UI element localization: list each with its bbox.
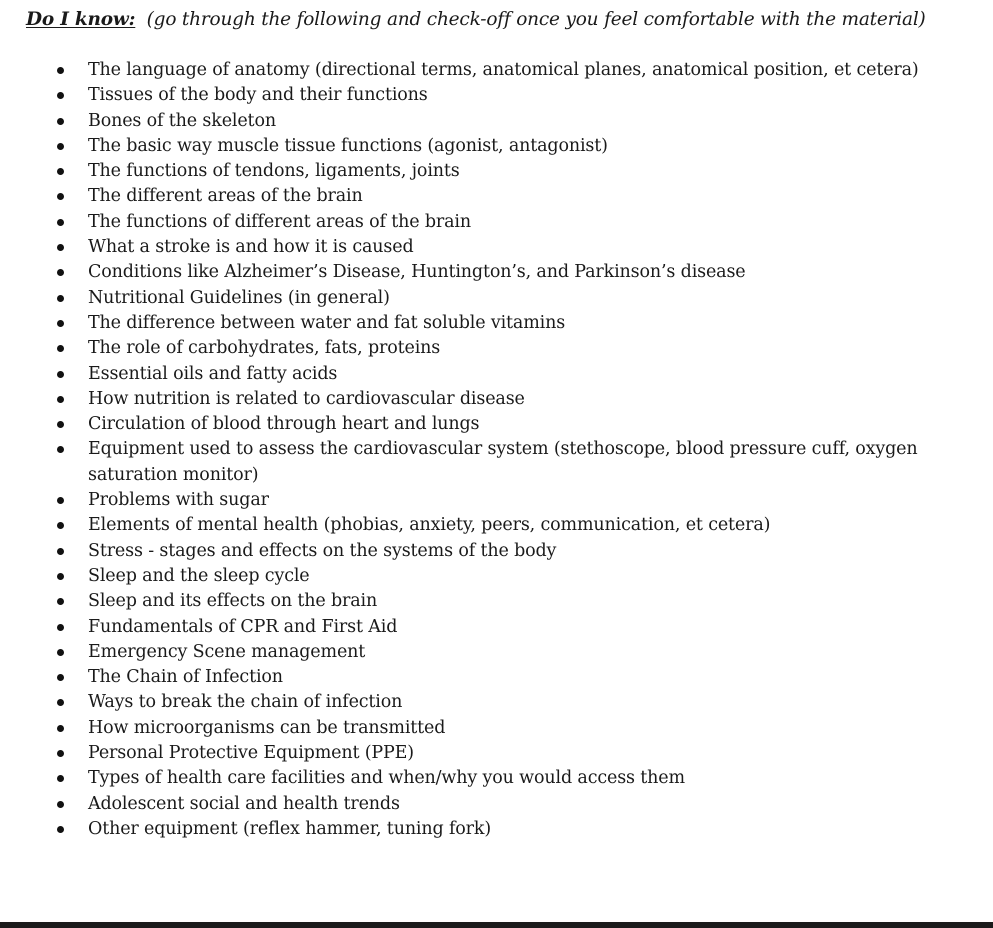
topic-checklist — [0, 58, 993, 842]
bullet-icon — [57, 168, 64, 175]
checklist-item — [0, 159, 920, 184]
bullet-icon — [57, 522, 64, 529]
checklist-item-text: Ways to break the chain of infection — [88, 692, 403, 713]
checklist-item-text: What a stroke is and how it is caused — [88, 237, 414, 258]
checklist-item-text: Problems with sugar — [88, 490, 269, 511]
checklist-item-text: Essential oils and fatty acids — [88, 363, 338, 384]
checklist-item-text: Adolescent social and health trends — [88, 793, 400, 814]
checklist-item-text: The language of anatomy (directional terms, anatomical planes, anatomical position, et cetera) — [88, 60, 919, 80]
bullet-icon — [57, 143, 64, 150]
checklist-item-text: Equipment used to assess the cardiovascular system (stethoscope, blood pressure cuff, oxygen saturation monitor) — [88, 439, 918, 485]
bullet-icon — [57, 573, 64, 580]
checklist-item-text: The functions of tendons, ligaments, joints — [88, 161, 460, 182]
checklist-item-text: Stress - stages and effects on the systems of the body — [88, 540, 557, 561]
checklist-item-text: Conditions like Alzheimer’s Disease, Huntington’s, and Parkinson’s disease — [88, 262, 746, 283]
checklist-item — [0, 690, 920, 715]
checklist-item — [0, 716, 920, 741]
bullet-icon — [57, 67, 64, 74]
checklist-item — [0, 817, 920, 842]
page-bottom-border — [0, 922, 993, 928]
checklist-item-text: Other equipment (reflex hammer, tuning fork) — [88, 818, 492, 839]
checklist-item — [0, 58, 920, 83]
checklist-item-text: Tissues of the body and their functions — [88, 85, 428, 106]
checklist-item — [0, 286, 920, 311]
checklist-item — [0, 437, 920, 488]
checklist-item-text: How microorganisms can be transmitted — [88, 717, 446, 738]
checklist-item-text: The different areas of the brain — [88, 186, 363, 207]
checklist-item — [0, 564, 920, 589]
checklist-item — [0, 184, 920, 209]
bullet-icon — [57, 421, 64, 428]
checklist-item-text: Nutritional Guidelines (in general) — [88, 287, 390, 308]
checklist-item-text: Personal Protective Equipment (PPE) — [88, 743, 414, 764]
checklist-item-text: The role of carbohydrates, fats, proteins — [88, 338, 441, 359]
checklist-item — [0, 362, 920, 387]
bullet-icon — [57, 674, 64, 681]
checklist-item — [0, 109, 920, 134]
heading-lead: Do I know: — [26, 9, 136, 30]
checklist-item — [0, 134, 920, 159]
checklist-item-text: Types of health care facilities and when/why you would access them — [88, 768, 685, 789]
bullet-icon — [57, 320, 64, 327]
checklist-item-text: The basic way muscle tissue functions (agonist, antagonist) — [88, 135, 608, 156]
bullet-icon — [57, 624, 64, 631]
checklist-item — [0, 792, 920, 817]
bullet-icon — [57, 396, 64, 403]
checklist-item-text: The functions of different areas of the brain — [88, 211, 471, 232]
checklist-item — [0, 336, 920, 361]
checklist-item — [0, 589, 920, 614]
bullet-icon — [57, 193, 64, 200]
checklist-item — [0, 83, 920, 108]
bullet-icon — [57, 92, 64, 99]
bullet-icon — [57, 371, 64, 378]
checklist-item-text: Sleep and the sleep cycle — [88, 565, 310, 586]
checklist-item — [0, 640, 920, 665]
checklist-item-text: The difference between water and fat soluble vitamins — [88, 312, 566, 333]
bullet-icon — [57, 497, 64, 504]
bullet-icon — [57, 548, 64, 555]
checklist-item-text: Circulation of blood through heart and lungs — [88, 414, 480, 435]
bullet-icon — [57, 219, 64, 226]
bullet-icon — [57, 598, 64, 605]
checklist-item-text: The Chain of Infection — [88, 667, 283, 688]
checklist-item — [0, 766, 920, 791]
bullet-icon — [57, 801, 64, 808]
checklist-item-text: How nutrition is related to cardiovascular disease — [88, 388, 525, 409]
checklist-item — [0, 387, 920, 412]
checklist-item — [0, 615, 920, 640]
bullet-icon — [57, 725, 64, 732]
bullet-icon — [57, 118, 64, 125]
checklist-item-text: Fundamentals of CPR and First Aid — [88, 616, 398, 637]
bullet-icon — [57, 269, 64, 276]
bullet-icon — [57, 244, 64, 251]
checklist-item — [0, 412, 920, 437]
checklist-item-text: Sleep and its effects on the brain — [88, 591, 378, 612]
bullet-icon — [57, 775, 64, 782]
checklist-item — [0, 741, 920, 766]
checklist-item — [0, 210, 920, 235]
checklist-item-text: Bones of the skeleton — [88, 110, 276, 131]
checklist-item — [0, 539, 920, 564]
checklist-item — [0, 513, 920, 538]
bullet-icon — [57, 699, 64, 706]
checklist-item — [0, 235, 920, 260]
checklist-item-text: Emergency Scene management — [88, 641, 366, 662]
checklist-item — [0, 260, 920, 285]
bullet-icon — [57, 826, 64, 833]
checklist-item — [0, 665, 920, 690]
bullet-icon — [57, 750, 64, 757]
bullet-icon — [57, 345, 64, 352]
checklist-item — [0, 488, 920, 513]
checklist-item — [0, 311, 920, 336]
checklist-item-text: Elements of mental health (phobias, anxiety, peers, communication, et cetera) — [88, 515, 771, 536]
bullet-icon — [57, 446, 64, 453]
bullet-icon — [57, 295, 64, 302]
bullet-icon — [57, 649, 64, 656]
heading-instruction: (go through the following and check-off once you feel comfortable with the material) — [146, 9, 926, 30]
checklist-heading — [26, 9, 926, 30]
